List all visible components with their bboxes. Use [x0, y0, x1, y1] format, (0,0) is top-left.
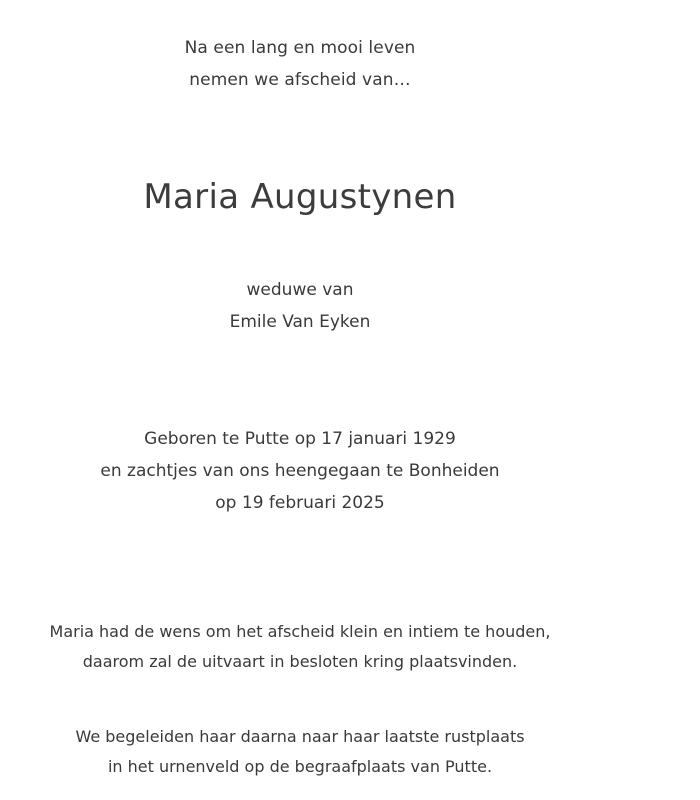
wish-line-2: daarom zal de uitvaart in besloten kring plaatsvinden. [82, 652, 518, 671]
deceased-name: Maria Augustynen [143, 177, 457, 217]
resting-place-text [0, 722, 600, 782]
funeral-wish-text [0, 617, 600, 677]
dates-line-3: op 19 februari 2025 [215, 493, 385, 513]
rest-line-1: We begeleiden haar daarna naar haar laatste rustplaats [75, 727, 525, 746]
spouse-text [0, 274, 600, 338]
spouse-line-2: Emile Van Eyken [229, 312, 371, 332]
intro-text [0, 32, 600, 96]
rest-line-2: in het urnenveld op de begraafplaats van Putte. [107, 757, 493, 776]
intro-line-2: nemen we afscheid van… [189, 70, 411, 90]
dates-line-2: en zachtjes van ons heengegaan te Bonheiden [100, 461, 500, 481]
life-dates-text [0, 423, 600, 519]
intro-line-1: Na een lang en mooi leven [184, 38, 416, 58]
dates-line-1: Geboren te Putte op 17 januari 1929 [144, 429, 456, 449]
wish-line-1: Maria had de wens om het afscheid klein en intiem te houden, [49, 622, 551, 641]
spouse-line-1: weduwe van [246, 280, 354, 300]
